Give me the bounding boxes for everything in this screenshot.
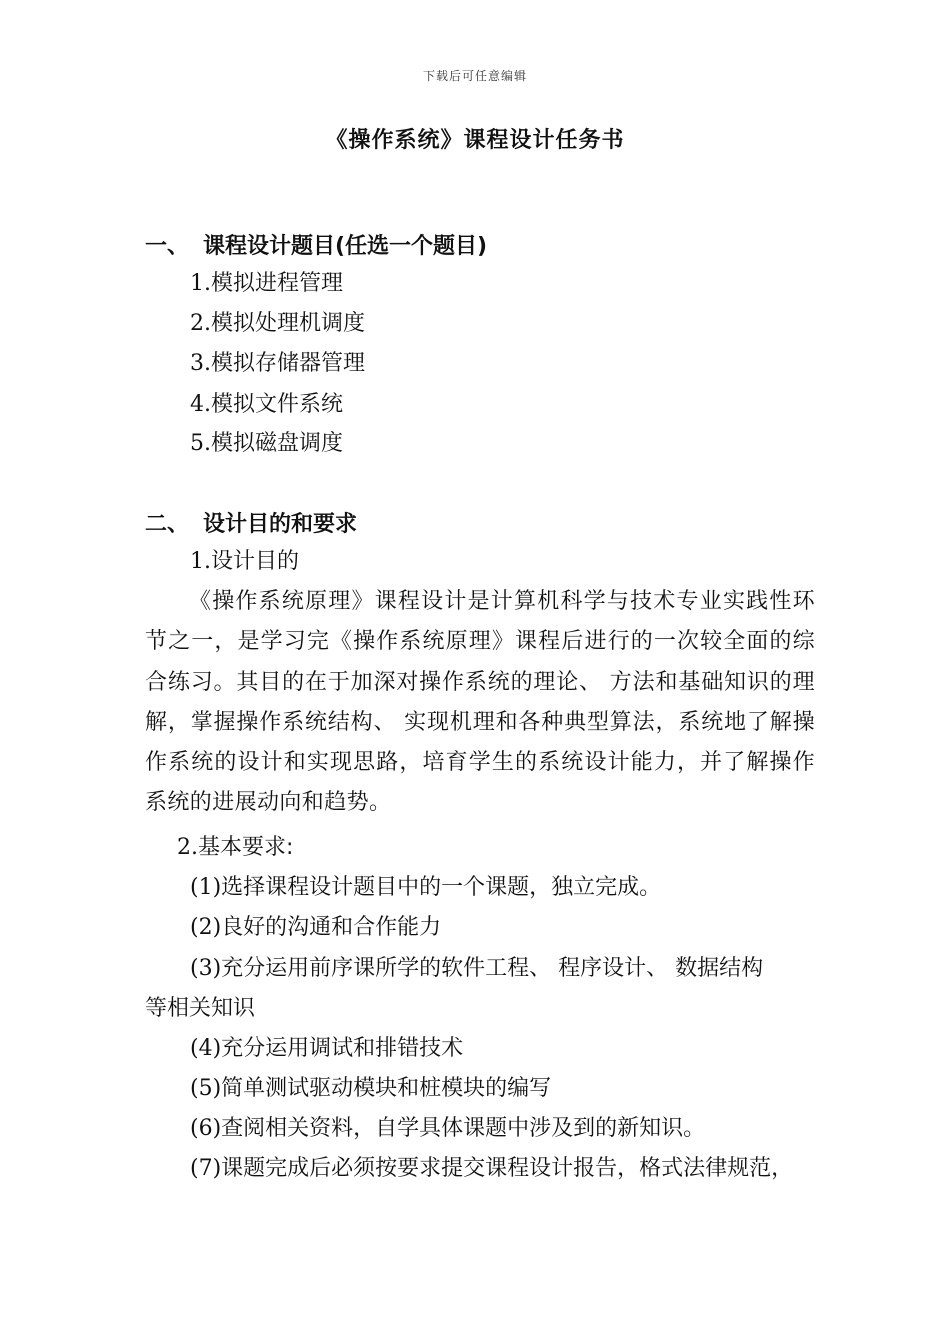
requirement-item-3 — [190, 954, 763, 984]
topic-item-2 — [190, 309, 365, 339]
section-1-title: 课程设计题目(任选一个题目) — [203, 234, 488, 259]
requirement-item-1 — [190, 873, 661, 903]
section-2-heading — [145, 507, 357, 538]
topic-item-1 — [190, 269, 343, 299]
topic-item-number: 5. — [190, 431, 211, 456]
requirement-number: (7) — [190, 1156, 222, 1181]
section-2-title: 设计目的和要求 — [203, 512, 358, 537]
requirement-text: 充分运用调试和排错技术 — [221, 1036, 464, 1061]
topic-item-number: 3. — [190, 351, 211, 376]
requirement-item-5 — [190, 1074, 551, 1104]
requirement-number: (1) — [190, 875, 222, 900]
topic-item-text: 模拟进程管理 — [211, 271, 344, 296]
requirement-text: 良好的沟通和合作能力 — [221, 915, 442, 940]
requirement-number: (4) — [190, 1036, 222, 1061]
topic-item-4 — [190, 390, 343, 420]
topic-item-text: 模拟处理机调度 — [211, 311, 366, 336]
topic-item-text: 模拟文件系统 — [211, 392, 344, 417]
topic-item-text: 模拟存储器管理 — [211, 351, 366, 376]
header-note: 下载后可任意编辑 — [422, 69, 527, 83]
requirement-number: (5) — [190, 1076, 222, 1101]
requirement-item-7 — [190, 1154, 793, 1184]
requirement-number: (6) — [190, 1116, 222, 1141]
requirement-text: 查阅相关资料，自学具体课题中涉及到的新知识。 — [221, 1116, 706, 1141]
purpose-paragraph: 《操作系统原理》课程设计是计算机科学与技术专业实践性环节之一，是学习完《操作系统原理》课程后进行的一次较全面的综合练习。其目的在于加深对操作系统的理论、 方法和基础知识的理解，掌握操作系统结构、 实现机理和各种典型算法，系统地了解操作系统的设计和实现思路，培育学生的系统设计能力，并了解操作系统的进展动向和趋势。 — [145, 589, 815, 816]
requirement-item-4 — [190, 1034, 463, 1064]
requirement-number: (2) — [190, 915, 222, 940]
topic-item-5 — [190, 429, 343, 459]
requirement-item-2 — [190, 913, 441, 943]
requirement-number: (3) — [190, 956, 222, 981]
requirement-item-6 — [190, 1114, 705, 1144]
requirements-label — [177, 833, 293, 863]
topic-item-number: 2. — [190, 311, 211, 336]
requirement-text: 充分运用前序课所学的软件工程、 程序设计、 数据结构 — [221, 956, 764, 981]
section-2-number: 二、 — [145, 512, 190, 537]
requirement-text: 简单测试驱动模块和桩模块的编写 — [221, 1076, 552, 1101]
topic-item-text: 模拟磁盘调度 — [211, 431, 344, 456]
requirement-text: 选择课程设计题目中的一个课题，独立完成。 — [221, 875, 662, 900]
topic-item-number: 1. — [190, 271, 211, 296]
requirements-label-number: 2. — [177, 835, 198, 860]
purpose-label-text: 设计目的 — [211, 549, 300, 574]
document-title: 《操作系统》课程设计任务书 — [325, 128, 625, 153]
requirement-item-3-continuation: 等相关知识 — [145, 996, 256, 1021]
topic-item-3 — [190, 349, 365, 379]
section-1-heading — [145, 229, 487, 260]
topic-item-number: 4. — [190, 392, 211, 417]
requirements-label-text: 基本要求: — [198, 835, 294, 860]
purpose-label — [190, 547, 299, 577]
purpose-label-number: 1. — [190, 549, 211, 574]
section-1-number: 一、 — [145, 234, 190, 259]
requirement-text: 课题完成后必须按要求提交课程设计报告，格式法律规范， — [221, 1156, 794, 1181]
